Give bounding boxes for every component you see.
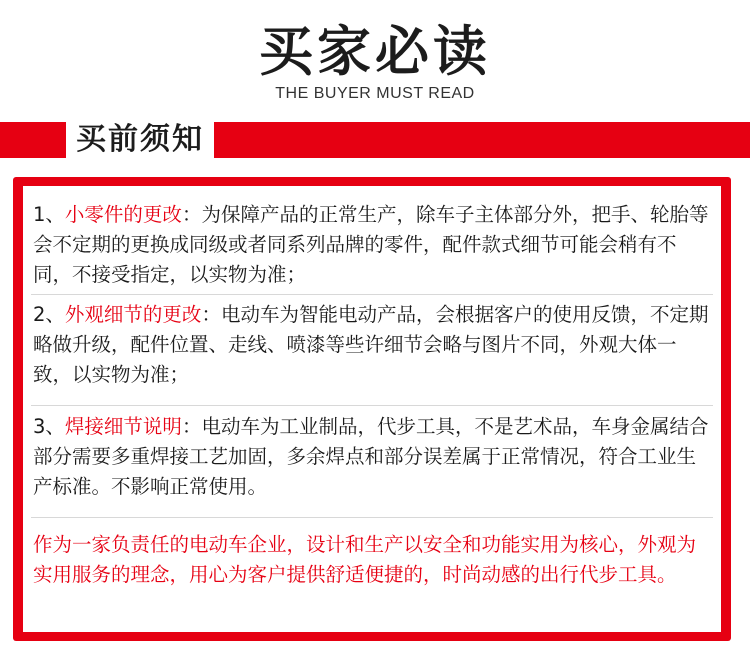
notice-panel [13,177,731,641]
item-number: 2、 [33,303,65,326]
page-title: 买家必读 [259,20,491,83]
company-note: 作为一家负责任的电动车企业，设计和生产以安全和功能实用为核心，外观为实用服务的理念，用心为客户提供舒适便捷的，时尚动感的出行代步工具。 [33,533,697,586]
item-body: 电动车为工业制品，代步工具，不是艺术品，车身金属结合部分需要多重焊接工艺加固，多余焊点和部分误差属于正常情况，符合工业生产标准。不影响正常使用。 [33,415,709,498]
notice-item-2 [33,300,713,390]
divider [31,405,713,406]
item-body: 电动车为智能电动产品，会根据客户的使用反馈，不定期略做升级，配件位置、走线、喷漆等些许细节会略与图片不同，外观大体一致，以实物为准； [33,303,709,386]
item-title: 外观细节的更改 [64,303,202,326]
section-label: 买前须知 [66,118,214,162]
item-number: 3、 [33,415,65,438]
divider [31,517,713,518]
item-body: 为保障产品的正常生产，除车子主体部分外，把手、轮胎等会不定期的更换成同级或者同系列品牌的零件，配件款式细节可能会稍有不同，不接受指定，以实物为准； [33,203,709,286]
item-title: 焊接细节说明 [64,415,182,438]
notice-content [23,186,721,632]
item-colon: ： [181,415,202,438]
notice-item-1 [33,200,713,290]
page-header [0,22,750,104]
divider [31,294,713,295]
item-number: 1、 [33,203,65,226]
item-title: 小零件的更改 [64,203,182,226]
notice-item-3 [33,412,713,502]
item-colon: ： [201,303,221,326]
page-subtitle: THE BUYER MUST READ [275,85,475,102]
item-colon: ： [181,203,202,226]
